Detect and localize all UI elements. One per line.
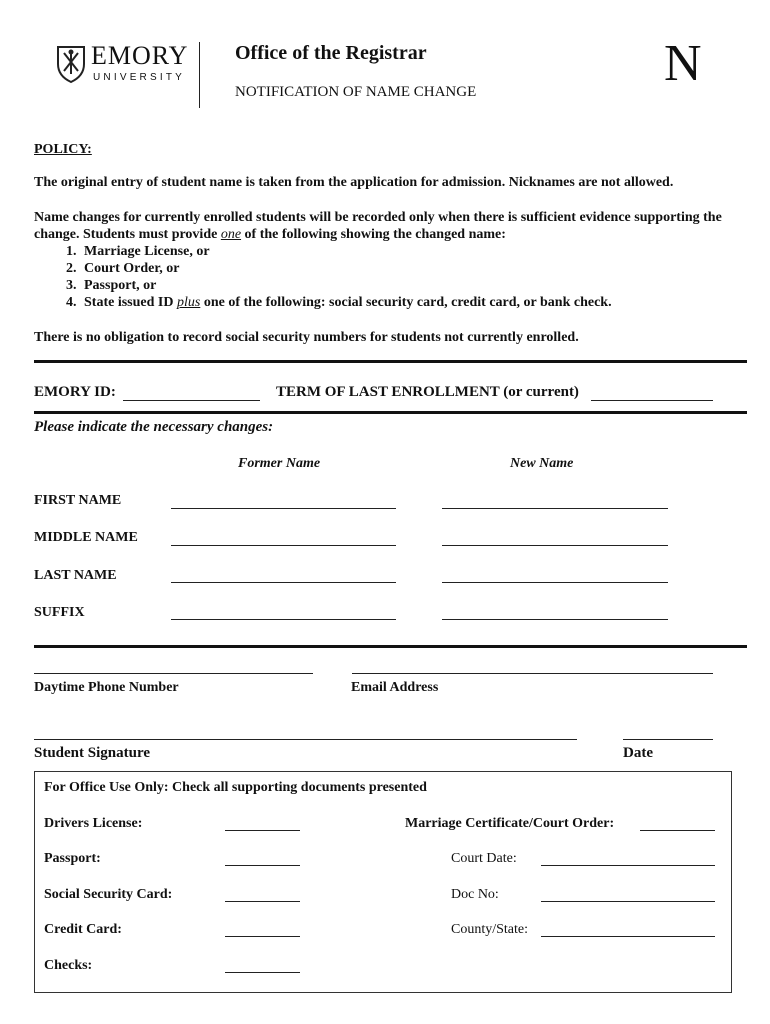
policy-paragraph-2 (34, 209, 754, 311)
list-item: 3. Passport, or (80, 277, 754, 294)
marriage-certificate-label: Marriage Certificate/Court Order: (405, 816, 615, 831)
former-suffix-field[interactable] (171, 619, 396, 620)
date-label: Date (623, 745, 653, 761)
former-first-name-field[interactable] (171, 508, 396, 509)
list-item: 1. Marriage License, or (80, 243, 754, 260)
row-label-last-name: LAST NAME (34, 568, 117, 583)
policy-heading: POLICY: (34, 142, 92, 157)
logo-wordmark: EMORY (91, 41, 189, 70)
list-text: State issued ID (84, 295, 177, 310)
checks-label: Checks: (44, 958, 93, 973)
new-middle-name-field[interactable] (442, 545, 668, 546)
social-security-card-check[interactable] (225, 901, 300, 902)
row-label-first-name: FIRST NAME (34, 493, 122, 508)
doc-no-label: Doc No: (451, 887, 499, 902)
drivers-license-label: Drivers License: (44, 816, 143, 831)
new-last-name-field[interactable] (442, 582, 668, 583)
emory-id-label: EMORY ID: (34, 384, 116, 400)
list-text: one of the following: social security card, credit card, or bank check. (200, 295, 612, 310)
county-state-field[interactable] (541, 936, 715, 937)
former-middle-name-field[interactable] (171, 545, 396, 546)
doc-no-field[interactable] (541, 901, 715, 902)
credit-card-label: Credit Card: (44, 922, 122, 937)
term-field[interactable] (591, 400, 713, 401)
list-item: 2. Court Order, or (80, 260, 754, 277)
header-divider (199, 42, 200, 108)
policy-text: Name changes for currently enrolled students will be recorded only when there is sufficient evidence supporting the change. Students must provide (34, 210, 722, 242)
row-label-suffix: SUFFIX (34, 605, 85, 620)
office-use-heading: For Office Use Only: Check all supporting documents presented (44, 780, 427, 795)
court-date-label: Court Date: (451, 851, 517, 866)
date-field[interactable] (623, 739, 713, 740)
list-item (80, 294, 754, 311)
new-name-header: New Name (510, 456, 574, 471)
new-suffix-field[interactable] (442, 619, 668, 620)
form-title: NOTIFICATION OF NAME CHANGE (235, 84, 477, 100)
email-label: Email Address (351, 680, 439, 695)
new-first-name-field[interactable] (442, 508, 668, 509)
marriage-certificate-check[interactable] (640, 830, 715, 831)
checks-check[interactable] (225, 972, 300, 973)
section-divider (34, 645, 747, 648)
evidence-list (34, 243, 754, 311)
court-date-field[interactable] (541, 865, 715, 866)
former-name-header: Former Name (238, 456, 321, 471)
phone-label: Daytime Phone Number (34, 680, 179, 695)
credit-card-check[interactable] (225, 936, 300, 937)
term-label: TERM OF LAST ENROLLMENT (or current) (276, 384, 579, 400)
policy-text: of the following showing the changed name: (241, 227, 506, 242)
section-divider (34, 411, 747, 414)
emphasis-plus: plus (176, 295, 201, 310)
signature-field[interactable] (34, 739, 577, 740)
policy-paragraph-3: There is no obligation to record social security numbers for students not currently enrolled. (34, 330, 579, 345)
phone-field[interactable] (34, 673, 313, 674)
emphasis-one: one (220, 227, 242, 242)
passport-check[interactable] (225, 865, 300, 866)
office-use-box (34, 771, 732, 993)
row-label-middle-name: MIDDLE NAME (34, 530, 138, 545)
drivers-license-check[interactable] (225, 830, 300, 831)
county-state-label: County/State: (451, 922, 528, 937)
office-title: Office of the Registrar (235, 42, 427, 64)
form-code-letter: N (664, 35, 702, 92)
social-security-card-label: Social Security Card: (44, 887, 173, 902)
section-divider (34, 360, 747, 363)
policy-paragraph-1: The original entry of student name is taken from the application for admission. Nicknames are not allowed. (34, 175, 674, 190)
email-field[interactable] (352, 673, 713, 674)
former-last-name-field[interactable] (171, 582, 396, 583)
signature-label: Student Signature (34, 745, 151, 761)
changes-instruction: Please indicate the necessary changes: (34, 419, 274, 435)
shield-torch-icon (56, 44, 86, 84)
emory-id-field[interactable] (123, 400, 260, 401)
logo-subtitle: UNIVERSITY (93, 72, 186, 83)
passport-label: Passport: (44, 851, 101, 866)
university-logo (56, 41, 192, 88)
